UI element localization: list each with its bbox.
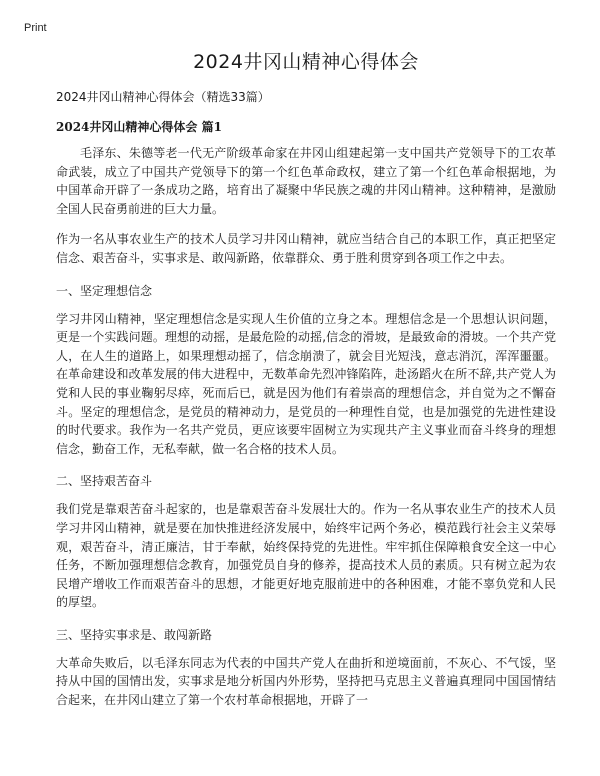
print-label: Print (24, 22, 47, 34)
intro-paragraph: 毛泽东、朱德等老一代无产阶级革命家在井冈山组建起第一支中国共产党领导下的工农革命武装，成立了中国共产党领导下的第一个红色革命政权，建立了第一个红色革命根据地，为中国革命开辟了一条成功之路，培育出了凝聚中华民族之魂的井冈山精神。这种精神，是激励全国人民奋勇前进的巨大力量。 (56, 146, 556, 216)
section-heading: 一、坚定理想信念 (56, 283, 153, 298)
section-body: 大革命失败后，以毛泽东同志为代表的中国共产党人在曲折和逆境面前，不灰心、不气馁，坚持从中国的国情出发，实事求是地分析国内外形势，坚持把马克思主义普遍真理同中国国情结合起来，在井冈山建立了第一个农村革命根据地，开辟了一 (56, 655, 556, 708)
document-title: 2024井冈山精神心得体会 (193, 51, 419, 73)
intro-paragraph: 作为一名从事农业生产的技术人员学习井冈山精神，就应当结合自己的本职工作，真正把坚定信念、艰苦奋斗，实事求是、敢闯新路，依靠群众、勇于胜利贯穿到各项工作之中去。 (56, 232, 556, 265)
section-heading: 三、坚持实事求是、敢闯新路 (56, 627, 213, 642)
section-body: 我们党是靠艰苦奋斗起家的，也是靠艰苦奋斗发展壮大的。作为一名从事农业生产的技术人员学习井冈山精神，就是要在加快推进经济发展中，始终牢记两个务必，模范践行社会主义荣辱观，艰苦奋斗，清正廉洁，甘于奉献，始终保持党的先进性。牢牢抓住保障粮食安全这一中心任务，不断加强理想信念教育，加强党员自身的修养，提高技术人员的素质。只有树立起为农民增产增收工作而艰苦奋斗的思想，才能更好地克服前进中的各种困难，才能不辜负党和人民的厚望。 (56, 502, 556, 610)
document-subtitle: 2024井冈山精神心得体会（精选33篇） (56, 90, 270, 104)
document-page (56, 48, 556, 710)
section-body: 学习井冈山精神，坚定理想信念是实现人生价值的立身之本。理想信念是一个思想认识问题，更是一个实践问题。理想的动摇，是最危险的动摇,信念的滑坡，是最致命的滑坡。一个共产党人，在人生的道路上，如果理想动摇了，信念崩溃了，就会目光短浅，意志消沉，浑浑噩噩。在革命建设和改革发展的伟大进程中，无数革命先烈冲锋陷阵，赴汤蹈火在所不辞,共产党人为党和人民的事业鞠躬尽瘁，死而后已，就是因为他们有着崇高的理想信念，并自觉为之不懈奋斗。坚定的理想信念，是党员的精神动力，是党员的一种理性自觉，也是加强党的先进性建设的时代要求。我作为一名共产党员，更应该要牢固树立为实现共产主义事业而奋斗终身的理想信念，勤奋工作，无私奉献，做一名合格的技术人员。 (56, 311, 556, 456)
section-heading: 二、坚持艰苦奋斗 (56, 474, 153, 489)
article-heading: 2024井冈山精神心得体会 篇1 (56, 120, 222, 134)
